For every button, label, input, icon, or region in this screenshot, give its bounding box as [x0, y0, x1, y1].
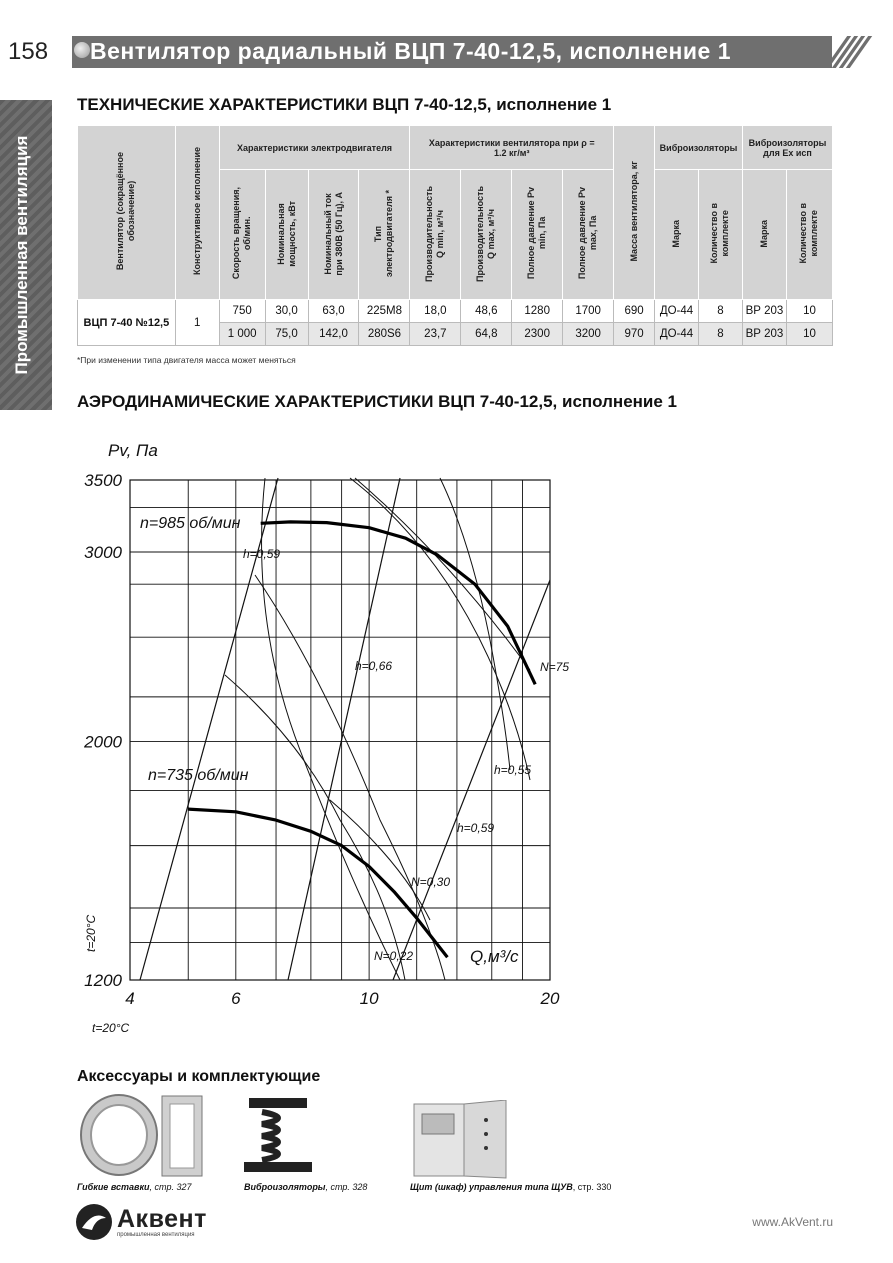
table-cell: 2300: [512, 323, 563, 346]
col-motor-type: Тип электродвигателя *: [373, 189, 395, 278]
x-tick-label: 6: [231, 989, 241, 1008]
efficiency-label: h=0,66: [355, 659, 393, 673]
col-motor-group: Характеристики электродвигателя: [219, 126, 410, 170]
table-cell: 1280: [512, 300, 563, 323]
table-cell: 64,8: [461, 323, 512, 346]
chart-grid: [130, 480, 550, 980]
table-cell: 225M8: [359, 300, 410, 323]
table-cell: 1700: [563, 300, 614, 323]
chart-aux-curves: [140, 478, 550, 980]
table-cell: 48,6: [461, 300, 512, 323]
chart-series: [188, 522, 535, 958]
aero-section-title: АЭРОДИНАМИЧЕСКИЕ ХАРАКТЕРИСТИКИ ВЦП 7-40-12,5, исполнение 1: [77, 392, 677, 411]
efficiency-label: h=0,55: [494, 763, 532, 777]
efficiency-curve: [262, 478, 400, 980]
flexible-insert-picture: [74, 1092, 214, 1178]
x-tick-label: 4: [125, 989, 135, 1008]
x-tick-label: 10: [359, 989, 379, 1008]
table-cell: ВР 203: [742, 300, 786, 323]
col-brand-ex: Марка: [758, 219, 769, 248]
col-power: Номинальная мощность, кВт: [275, 200, 297, 267]
table-cell: 280S6: [359, 323, 410, 346]
col-q-min: Производительность Q min, м³/ч: [424, 185, 446, 282]
col-fan: Вентилятор (сокращённое обозначение): [115, 152, 137, 271]
table-cell: ВР 203: [742, 323, 786, 346]
power-label: N=0,30: [411, 875, 451, 889]
table-cell: 690: [614, 300, 655, 323]
col-vib-ex-group: Виброизоляторы для Ex исп: [742, 126, 832, 170]
aero-chart: [0, 420, 893, 1050]
y-axis-label: Pv, Па: [108, 441, 158, 460]
chart-labels: [83, 441, 569, 1035]
page-number: 158: [8, 38, 49, 65]
table-cell: 3200: [563, 323, 614, 346]
speed-label: n=985 об/мин: [140, 515, 241, 532]
bullet-icon: [74, 42, 90, 58]
accessories-title: Аксессуары и комплектующие: [77, 1068, 321, 1085]
x-tick-label: 20: [540, 989, 560, 1008]
y-tick-label: 3500: [84, 471, 122, 490]
efficiency-curve: [440, 478, 510, 770]
y-tick-label: 3000: [84, 543, 122, 563]
y-tick-label: 2000: [84, 732, 122, 752]
table-cell: 23,7: [410, 323, 461, 346]
fan-name-cell: ВЦП 7-40 №12,5: [78, 300, 176, 346]
power-label: N=0,22: [374, 949, 414, 963]
efficiency-label: h=0,59: [243, 547, 281, 561]
col-pv-min: Полное давление Pv min, Па: [526, 187, 548, 280]
temp-label: t=20°C: [92, 1021, 130, 1035]
tech-section-title: ТЕХНИЧЕСКИЕ ХАРАКТЕРИСТИКИ ВЦП 7-40-12,5, исполнение 1: [77, 95, 612, 114]
col-mass: Масса вентилятора, кг: [628, 161, 639, 262]
tech-table: [77, 125, 833, 346]
efficiency-label: h=0,59: [457, 821, 495, 835]
series-line: [188, 809, 447, 957]
x-axis-label: Q,м³/с: [470, 947, 519, 966]
table-cell: 1 000: [219, 323, 265, 346]
col-fan-group: Характеристики вентилятора при ρ = 1.2 кг/м³: [410, 126, 614, 170]
col-vib-group: Виброизоляторы: [655, 126, 743, 170]
table-cell: 10: [786, 323, 832, 346]
table-cell: 63,0: [308, 300, 359, 323]
col-pv-max: Полное давление Pv max, Па: [577, 187, 599, 280]
table-row: [78, 300, 833, 323]
col-brand: Марка: [670, 219, 681, 248]
design-cell: 1: [175, 300, 219, 346]
accessory-caption-vibro[interactable]: Виброизоляторы, стр. 328: [244, 1182, 368, 1192]
chart-frame: [130, 480, 550, 980]
table-cell: 750: [219, 300, 265, 323]
accessory-caption-flexible[interactable]: Гибкие вставки, стр. 327: [77, 1182, 192, 1192]
col-q-max: Производительность Q max, м³/ч: [475, 185, 497, 282]
table-cell: ДО-44: [655, 323, 699, 346]
col-qty: Количество в комплекте: [709, 203, 731, 264]
table-cell: 142,0: [308, 323, 359, 346]
table-cell: 30,0: [265, 300, 308, 323]
temp-label-vertical: t=20°C: [84, 914, 98, 952]
control-cabinet-picture: [410, 1100, 510, 1180]
table-cell: 10: [786, 300, 832, 323]
col-current: Номинальный ток при 380В (50 Гц), А: [322, 191, 344, 276]
speed-label: n=735 об/мин: [148, 767, 249, 784]
table-cell: 18,0: [410, 300, 461, 323]
logo-text: Аквент: [117, 1205, 207, 1233]
table-cell: 75,0: [265, 323, 308, 346]
col-speed: Скорость вращения, об/мин.: [231, 187, 253, 280]
table-cell: ДО-44: [655, 300, 699, 323]
akvent-logo-icon: [74, 1202, 114, 1242]
side-tab-label: Промышленная вентиляция: [12, 135, 31, 375]
logo-subtitle: промышленная вентиляция: [117, 1232, 195, 1238]
vibro-isolator-picture: [244, 1092, 314, 1178]
efficiency-curve: [350, 478, 530, 780]
table-cell: 8: [698, 300, 742, 323]
power-curve: [355, 478, 530, 670]
footnote: *При изменении типа двигателя масса может меняться: [77, 355, 296, 365]
col-design: Конструктивное исполнение: [191, 147, 202, 276]
power-label: N=75: [540, 660, 570, 674]
table-cell: 8: [698, 323, 742, 346]
accessory-caption-cabinet[interactable]: Щит (шкаф) управления типа ЩУВ, стр. 330: [410, 1182, 612, 1192]
table-cell: 970: [614, 323, 655, 346]
y-tick-label: 1200: [84, 971, 122, 990]
website-link[interactable]: www.AkVent.ru: [752, 1215, 833, 1229]
page-title: Вентилятор радиальный ВЦП 7-40-12,5, исполнение 1: [90, 38, 732, 64]
col-qty-ex: Количество в комплекте: [798, 203, 820, 264]
